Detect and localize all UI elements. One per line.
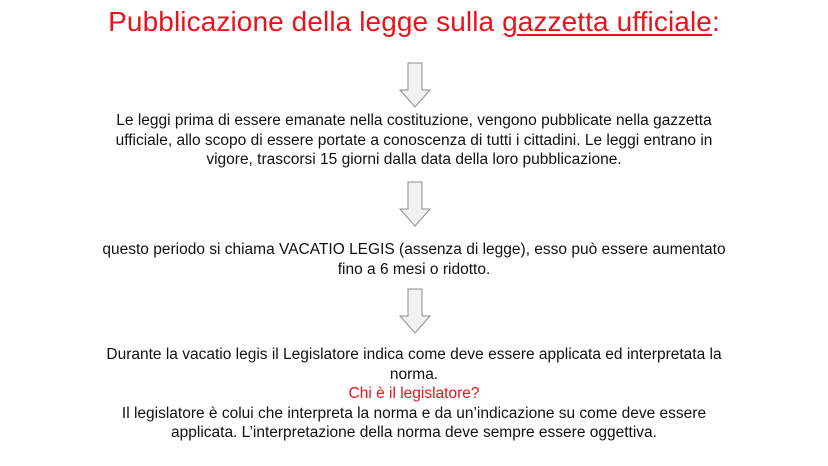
down-arrow-icon xyxy=(399,288,431,334)
text-line: vigore, trascorsi 15 giorni dalla data della loro pubblicazione. xyxy=(206,151,622,168)
title-suffix: : xyxy=(711,6,720,37)
title-underlined: gazzetta ufficiale xyxy=(502,6,712,37)
paragraph-publication xyxy=(60,111,768,170)
text-line: Durante la vacatio legis il Legislatore indica come deve essere applicata ed interpretata la xyxy=(106,346,722,363)
text-line: questo periodo si chiama VACATIO LEGIS (assenza di legge), esso può essere aumentato xyxy=(102,241,726,258)
text-line: fino a 6 mesi o ridotto. xyxy=(337,260,491,278)
text-line: Le leggi prima di essere emanate nella costituzione, vengono pubblicate nella gazzetta xyxy=(116,112,712,129)
slide-title xyxy=(0,6,828,38)
down-arrow-icon xyxy=(399,181,431,227)
text-line: norma. xyxy=(389,365,439,383)
text-line: Il legislatore è colui che interpreta la norma e da un’indicazione su come deve essere xyxy=(121,404,707,422)
down-arrow-icon xyxy=(399,62,431,108)
paragraph-legislatore xyxy=(60,345,768,443)
title-prefix: Pubblicazione della legge sulla xyxy=(108,6,503,37)
text-line: ufficiale, allo scopo di essere portate a conoscenza di tutti i cittadini. Le leggi entrano in xyxy=(115,131,713,149)
paragraph-vacatio-legis xyxy=(60,240,768,279)
question-heading: Chi è il legislatore? xyxy=(348,385,480,402)
text-line: applicata. L’interpretazione della norma deve sempre essere oggettiva. xyxy=(171,424,657,441)
